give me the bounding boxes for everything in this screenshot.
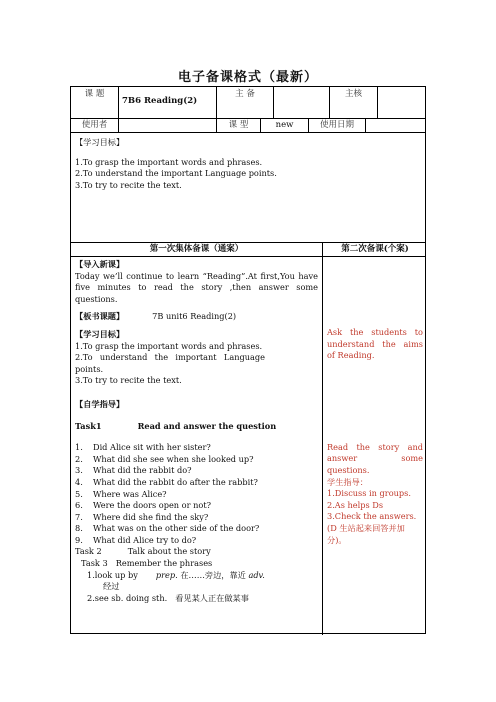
teacher-note-line: 学生指导： [327, 476, 368, 487]
list-item: 6. Were the doors open or not? [75, 500, 212, 511]
task1-title: Read and answer the question [137, 420, 277, 431]
topic-value: 7B6 Reading(2) [122, 96, 198, 106]
board-value: 7B unit6 Reading(2) [152, 311, 237, 322]
column-headings-row [71, 243, 425, 257]
goal-item: 2.To understand the important Language points. [75, 168, 277, 179]
intro-text: Today we’ll continue to learn “Reading”.At first,You have five minutes to read the story ,then answer some questions. [75, 270, 318, 304]
list-item: 4. What did the rabbit do after the rabbit? [75, 476, 258, 487]
task2-title: Talk about the story [127, 546, 211, 557]
task2-label: Task 2 [75, 546, 102, 557]
phrase2-meaning: 看见某人正在做某事 [175, 592, 249, 603]
date-value [366, 119, 427, 132]
teacher-note-line: 1.Discuss in groups. [327, 488, 411, 499]
task3-label: Task 3 [81, 558, 108, 569]
list-item: 3. What did the rabbit do? [75, 465, 192, 476]
goal-item: 1.To grasp the important words and phrases. [75, 156, 263, 167]
left-column-heading: 第一次集体备课（通案） [149, 244, 244, 254]
date-label: 使用日期 [319, 120, 354, 130]
reviewer-label: 主核 [344, 89, 362, 99]
learning-goals-heading: 【学习目标】 [75, 328, 125, 339]
list-item: 2. What did she see when she looked up? [75, 453, 254, 464]
user-value [119, 119, 217, 132]
lesson-type-value: new [275, 120, 294, 130]
goals-heading: 【学习目标】 [75, 137, 125, 147]
list-item: 8. What was on the other side of the door? [75, 523, 260, 534]
question-list [75, 442, 318, 546]
goals-section [71, 133, 425, 243]
learning-goal-item: 1.To grasp the important words and phrases. [75, 340, 263, 351]
header-row-user [71, 119, 425, 133]
phrase1-pos2: adv. [248, 569, 265, 580]
self-study-heading: 【自学指导】 [75, 398, 125, 409]
phrase1-meaning2: 经过 [103, 581, 120, 592]
plan-column [71, 257, 323, 635]
teacher-note: Ask the students to understand the aims of Reading. [327, 327, 423, 361]
right-column-heading: 第二次备课(个案) [341, 244, 409, 254]
goal-item: 3.To try to recite the text. [75, 179, 182, 190]
learning-goal-item: 2.To understand the important Language points. [75, 352, 265, 374]
phrase1-meaning: 在……旁边，靠近 [180, 569, 246, 580]
teacher-note-line: 3.Check the answers. [327, 511, 417, 522]
prep-value [274, 87, 330, 118]
list-item: 9. What did Alice try to do? [75, 534, 197, 545]
header-row-topic [71, 87, 425, 119]
lesson-type-label: 课 型 [228, 120, 249, 130]
learning-goal-item: 3.To try to recite the text. [75, 375, 182, 386]
list-item: 7. Where did she find the sky? [75, 511, 209, 522]
task1-label: Task1 [75, 420, 102, 431]
prep-label: 主 备 [235, 89, 255, 99]
teacher-note-line: 2.As helps Ds [327, 499, 384, 510]
teacher-note-line: Read the story and answer some questions. [327, 441, 423, 475]
lesson-plan-table [70, 86, 426, 634]
phrase1: 1.look up by [87, 569, 138, 580]
board-heading: 【板书课题】 [75, 311, 125, 322]
task3-title: Remember the phrases [115, 558, 213, 569]
content-row [71, 257, 425, 635]
list-item: 5. Where was Alice? [75, 488, 167, 499]
notes-column [323, 257, 427, 635]
list-item: 1. Did Alice sit with her sister? [75, 442, 211, 453]
intro-heading: 【导入新课】 [75, 259, 125, 269]
teacher-note-line: (D 生站起来回答并加分)。 [327, 522, 405, 545]
document-title: 电子备课格式（最新） [177, 70, 318, 85]
user-label: 使用者 [81, 120, 108, 130]
reviewer-value [378, 87, 427, 118]
topic-label: 课 题 [84, 89, 105, 99]
phrase2: 2.see sb. doing sth. [87, 592, 168, 603]
phrase1-pos: prep. [155, 569, 178, 580]
